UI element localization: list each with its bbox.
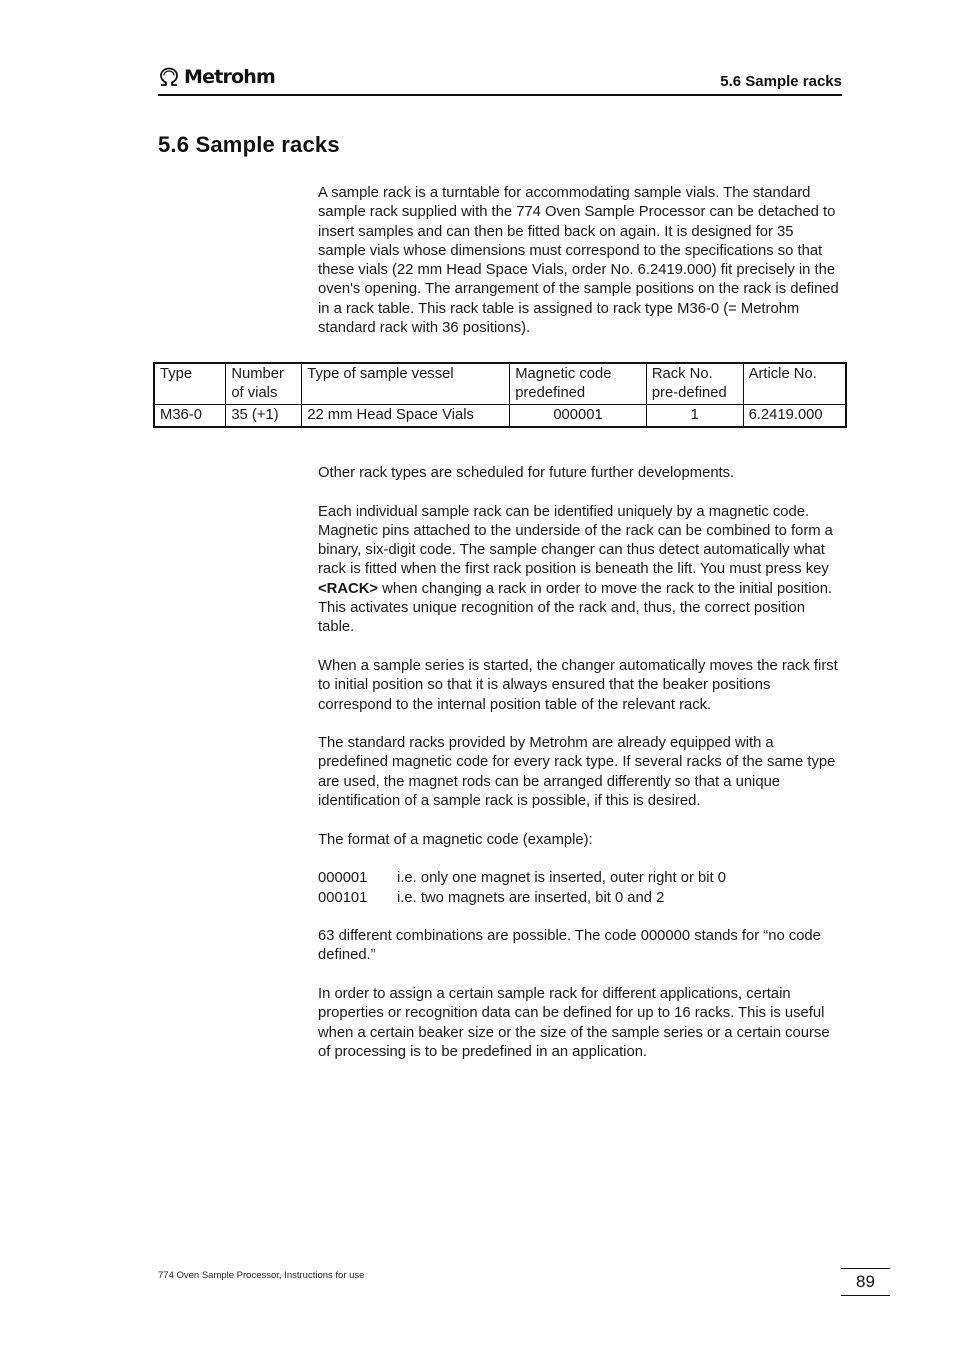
code-examples — [318, 869, 844, 908]
header-section-label: 5.6 Sample racks — [720, 73, 842, 90]
omega-logo-icon — [158, 67, 180, 87]
table-cell-magnetic-code: 000001 — [510, 405, 647, 428]
table-cell-rack-no: 1 — [646, 405, 743, 428]
table-header-cell: Type — [154, 363, 226, 405]
footer-text: 774 Oven Sample Processor, Instructions for use — [158, 1270, 365, 1281]
table-cell-vessel: 22 mm Head Space Vials — [302, 405, 510, 428]
intro-paragraph — [318, 184, 844, 338]
table-header-cell: Number of vials — [226, 363, 302, 405]
table-cell-article-no: 6.2419.000 — [743, 405, 846, 428]
brand-logo — [158, 66, 275, 88]
paragraph: The standard racks provided by Metrohm are already equipped with a predefined magnetic code for every rack type. If several racks of the same type are used, the magnet rods can be arranged differently so that a unique identification of a sample rack is possible, if this is desired. — [318, 735, 836, 810]
table-cell-vials: 35 (+1) — [226, 405, 302, 428]
main-text — [318, 464, 844, 1062]
code-description: i.e. only one magnet is inserted, outer right or bit 0 — [397, 870, 726, 887]
paragraph: 63 different combinations are possible. The code 000000 stands for “no code defined.” — [318, 928, 821, 964]
rack-table — [153, 362, 847, 428]
paragraph: In order to assign a certain sample rack for different applications, certain properties or recognition data can be defined for up to 16 racks. This is useful when a certain beaker size or the size of the sample series or a certain course of processing is to be predefined in an application. — [318, 986, 830, 1060]
rack-key-label: <RACK> — [318, 580, 379, 597]
paragraph: Each individual sample rack can be identified uniquely by a magnetic code. Magnetic pins attached to the underside of the rack can be combined to form a binary, six-digit code. The sample changer can thus detect automatically what rack is fitted when the first rack position is beneath the lift. You must press key <RACK> when changing a rack in order to move the rack to the initial position. This activates unique recognition of the rack and, thus, the correct position table. — [318, 503, 833, 636]
paragraph: Other rack types are scheduled for future further developments. — [318, 465, 735, 481]
table-row — [154, 405, 846, 428]
intro-text: A sample rack is a turntable for accommodating sample vials. The standard sample rack supplied with the 774 Oven Sample Processor can be detached to insert samples and can then be fitted back on again. It is designed for 35 sample vials whose dimensions must correspond to the specifications so that these vials (22 mm Head Space Vials, order No. 6.2419.000) fit precisely in the oven's opening. The arrangement of the sample positions on the rack is defined in a rack table. This rack table is assigned to rack type M36-0 (= Metrohm standard rack with 36 positions). — [318, 185, 839, 337]
page-number: 89 — [841, 1268, 890, 1296]
code-value: 000001 — [318, 870, 368, 887]
table-header-cell: Rack No. pre-defined — [646, 363, 743, 405]
table-header-row — [154, 363, 846, 405]
paragraph: When a sample series is started, the changer automatically moves the rack first to initial position so that it is always ensured that the beaker positions correspond to the internal position table of the relevant rack. — [318, 657, 838, 713]
table-cell-type: M36-0 — [154, 405, 226, 428]
table-header-cell: Magnetic code predefined — [510, 363, 647, 405]
code-example — [318, 889, 844, 908]
code-value: 000101 — [318, 889, 368, 906]
table-header-cell: Article No. — [743, 363, 846, 405]
table-header-cell: Type of sample vessel — [302, 363, 510, 405]
page-header — [158, 64, 842, 96]
brand-name: Metrohm — [184, 66, 276, 88]
section-title: 5.6 Sample racks — [158, 132, 340, 157]
code-description: i.e. two magnets are inserted, bit 0 and 2 — [397, 889, 665, 906]
paragraph: The format of a magnetic code (example): — [318, 831, 593, 848]
code-example — [318, 869, 844, 888]
